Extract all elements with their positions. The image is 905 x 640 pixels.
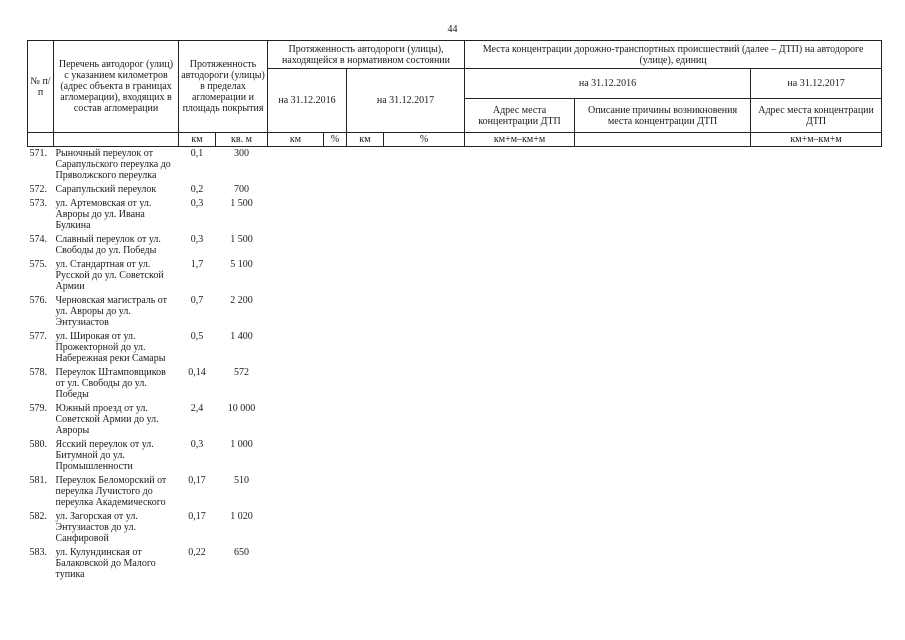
empty-cell xyxy=(384,366,465,402)
header-num: № п/п xyxy=(28,41,54,133)
empty-cell xyxy=(465,233,575,258)
table-header xyxy=(28,41,882,147)
empty-cell xyxy=(347,366,384,402)
empty-cell xyxy=(465,510,575,546)
empty-cell xyxy=(268,330,324,366)
empty-cell xyxy=(347,330,384,366)
empty-cell xyxy=(347,147,384,184)
empty-cell xyxy=(751,258,882,294)
empty-cell xyxy=(347,233,384,258)
road-area-sqm: 300 xyxy=(234,148,249,159)
empty-cell xyxy=(751,402,882,438)
road-length-km: 0,5 xyxy=(190,331,204,342)
row-number: 579. xyxy=(29,403,47,414)
empty-cell xyxy=(324,474,347,510)
unit-kmm-2016: км+м–км+м xyxy=(465,133,575,147)
table-row xyxy=(28,510,882,546)
table-row xyxy=(28,147,882,184)
road-name: Черновская магистраль от ул. Авроры до ул. Энтузиастов xyxy=(55,295,168,328)
header-dtp-reason: Описание причины возникновения места концентрации ДТП xyxy=(575,99,751,133)
road-name: ул. Стандартная от ул. Русской до ул. Советской Армии xyxy=(55,259,164,292)
empty-cell xyxy=(575,147,751,184)
road-area-sqm: 1 500 xyxy=(230,198,253,209)
empty-cell xyxy=(575,197,751,233)
row-number: 575. xyxy=(29,259,47,270)
empty-cell xyxy=(268,546,324,582)
road-name: Славный переулок от ул. Свободы до ул. Победы xyxy=(55,234,161,256)
empty-cell xyxy=(384,147,465,184)
road-name: Рыночный переулок от Сарапульского переулка до Пряволжского переулка xyxy=(55,148,171,181)
row-number: 572. xyxy=(29,184,47,195)
empty-cell xyxy=(324,330,347,366)
empty-cell xyxy=(347,402,384,438)
empty-cell xyxy=(384,330,465,366)
empty-cell xyxy=(575,510,751,546)
empty-cell xyxy=(465,197,575,233)
empty-cell xyxy=(465,183,575,197)
header-normative-2017: на 31.12.2017 xyxy=(347,69,465,133)
empty-cell xyxy=(384,258,465,294)
empty-cell xyxy=(268,147,324,184)
roads-table xyxy=(27,40,882,582)
empty-cell xyxy=(465,402,575,438)
empty-cell xyxy=(465,474,575,510)
empty-cell xyxy=(575,233,751,258)
road-name: Сарапульский переулок xyxy=(55,184,157,195)
header-dtp: Места концентрации дорожно-транспортных происшествий (далее – ДТП) на автодороге (улице), единиц xyxy=(465,41,882,69)
empty-cell xyxy=(575,258,751,294)
road-name: ул. Широкая от ул. Прожекторной до ул. Набережная реки Самары xyxy=(55,331,166,364)
header-dtp-address-2017: Адрес места концентрации ДТП xyxy=(751,99,882,133)
unit-km-2017: км xyxy=(347,133,384,147)
road-name: ул. Кулундинская от Балаковской до Малого тупика xyxy=(55,547,156,580)
empty-cell xyxy=(384,510,465,546)
unit-pct-2017: % xyxy=(384,133,465,147)
header-normative: Протяженность автодороги (улицы), находящейся в нормативном состоянии xyxy=(268,41,465,69)
row-number: 574. xyxy=(29,234,47,245)
row-number: 578. xyxy=(29,367,47,378)
road-name: ул. Загорская от ул. Энтузиастов до ул. Санфировой xyxy=(55,511,138,544)
empty-cell xyxy=(268,183,324,197)
road-name: Переулок Беломорский от переулка Лучистого до переулка Академического xyxy=(55,475,167,508)
table-row xyxy=(28,258,882,294)
empty-cell xyxy=(575,438,751,474)
empty-cell xyxy=(324,438,347,474)
road-name: Южный проезд от ул. Советской Армии до ул. Авроры xyxy=(55,403,159,436)
road-length-km: 0,17 xyxy=(188,475,206,486)
road-length-km: 0,7 xyxy=(190,295,204,306)
empty-cell xyxy=(324,233,347,258)
row-number: 582. xyxy=(29,511,47,522)
table-row xyxy=(28,438,882,474)
empty-cell xyxy=(268,366,324,402)
table-row xyxy=(28,474,882,510)
road-length-km: 1,7 xyxy=(190,259,204,270)
empty-cell xyxy=(384,233,465,258)
empty-cell xyxy=(268,438,324,474)
road-length-km: 0,22 xyxy=(188,547,206,558)
header-dtp-2017: на 31.12.2017 xyxy=(751,69,882,99)
empty-cell xyxy=(575,183,751,197)
road-area-sqm: 1 020 xyxy=(230,511,253,522)
empty-cell xyxy=(347,197,384,233)
row-number: 580. xyxy=(29,439,47,450)
empty-cell xyxy=(324,510,347,546)
empty-cell xyxy=(347,258,384,294)
empty-cell xyxy=(751,330,882,366)
empty-cell xyxy=(751,147,882,184)
empty-cell xyxy=(465,294,575,330)
header-dtp-address-2016: Адрес места концентрации ДТП xyxy=(465,99,575,133)
empty-cell xyxy=(465,546,575,582)
empty-cell xyxy=(347,474,384,510)
road-area-sqm: 1 000 xyxy=(230,439,253,450)
empty-cell xyxy=(575,474,751,510)
empty-cell xyxy=(324,258,347,294)
header-road-list: Перечень автодорог (улиц) с указанием километров (адрес объекта в границах агломерации), входящих в состав агломерации xyxy=(54,41,179,133)
row-number: 576. xyxy=(29,295,47,306)
table-body xyxy=(28,147,882,583)
empty-cell xyxy=(324,147,347,184)
empty-cell xyxy=(575,294,751,330)
road-length-km: 0,2 xyxy=(190,184,204,195)
empty-cell xyxy=(751,510,882,546)
empty-cell xyxy=(268,258,324,294)
empty-cell xyxy=(268,474,324,510)
empty-cell xyxy=(751,183,882,197)
empty-cell xyxy=(347,510,384,546)
empty-cell xyxy=(384,197,465,233)
empty-cell xyxy=(268,233,324,258)
road-area-sqm: 1 500 xyxy=(230,234,253,245)
empty-cell xyxy=(324,294,347,330)
empty-cell xyxy=(751,474,882,510)
road-area-sqm: 5 100 xyxy=(230,259,253,270)
empty-cell xyxy=(268,402,324,438)
road-length-km: 0,1 xyxy=(190,148,204,159)
road-length-km: 0,17 xyxy=(188,511,206,522)
unit-pct-2016: % xyxy=(324,133,347,147)
unit-empty-name xyxy=(54,133,179,147)
empty-cell xyxy=(347,294,384,330)
empty-cell xyxy=(324,402,347,438)
empty-cell xyxy=(465,438,575,474)
empty-cell xyxy=(384,438,465,474)
empty-cell xyxy=(347,183,384,197)
empty-cell xyxy=(384,183,465,197)
table-row xyxy=(28,366,882,402)
empty-cell xyxy=(324,366,347,402)
road-area-sqm: 10 000 xyxy=(227,403,256,414)
road-length-km: 0,14 xyxy=(188,367,206,378)
road-area-sqm: 1 400 xyxy=(230,331,253,342)
empty-cell xyxy=(324,546,347,582)
table-row xyxy=(28,402,882,438)
empty-cell xyxy=(384,474,465,510)
header-dtp-2016: на 31.12.2016 xyxy=(465,69,751,99)
empty-cell xyxy=(575,330,751,366)
empty-cell xyxy=(268,197,324,233)
road-name: ул. Артемовская от ул. Авроры до ул. Ивана Булкина xyxy=(55,198,152,231)
unit-kmm-2017: км+м–км+м xyxy=(751,133,882,147)
empty-cell xyxy=(465,147,575,184)
unit-sqm: кв. м xyxy=(216,133,268,147)
empty-cell xyxy=(751,294,882,330)
table-row xyxy=(28,330,882,366)
row-number: 577. xyxy=(29,331,47,342)
road-name: Переулок Штамповщиков от ул. Свободы до ул. Победы xyxy=(55,367,166,400)
table-row xyxy=(28,233,882,258)
road-length-km: 0,3 xyxy=(190,198,204,209)
empty-cell xyxy=(347,438,384,474)
row-number: 581. xyxy=(29,475,47,486)
empty-cell xyxy=(751,233,882,258)
road-length-km: 2,4 xyxy=(190,403,204,414)
row-number: 573. xyxy=(29,198,47,209)
table-row xyxy=(28,183,882,197)
header-length: Протяженность автодороги (улицы) в пределах агломерации и площадь покрытия xyxy=(179,41,268,133)
row-number: 571. xyxy=(29,148,47,159)
empty-cell xyxy=(751,546,882,582)
table-row xyxy=(28,197,882,233)
empty-cell xyxy=(751,366,882,402)
empty-cell xyxy=(465,258,575,294)
unit-empty-reason xyxy=(575,133,751,147)
empty-cell xyxy=(465,330,575,366)
empty-cell xyxy=(324,183,347,197)
empty-cell xyxy=(575,402,751,438)
unit-km-2016: км xyxy=(268,133,324,147)
empty-cell xyxy=(268,294,324,330)
empty-cell xyxy=(384,294,465,330)
page-number: 44 xyxy=(447,24,458,35)
road-length-km: 0,3 xyxy=(190,439,204,450)
table-row xyxy=(28,546,882,582)
road-area-sqm: 700 xyxy=(234,184,249,195)
empty-cell xyxy=(384,546,465,582)
road-length-km: 0,3 xyxy=(190,234,204,245)
header-normative-2016: на 31.12.2016 xyxy=(268,69,347,133)
table-row xyxy=(28,294,882,330)
road-name: Ясский переулок от ул. Битумной до ул. Промышленности xyxy=(55,439,154,472)
empty-cell xyxy=(324,197,347,233)
road-area-sqm: 2 200 xyxy=(230,295,253,306)
row-number: 583. xyxy=(29,547,47,558)
unit-empty-num xyxy=(28,133,54,147)
empty-cell xyxy=(751,197,882,233)
empty-cell xyxy=(575,366,751,402)
empty-cell xyxy=(268,510,324,546)
unit-km: км xyxy=(179,133,216,147)
road-area-sqm: 650 xyxy=(234,547,249,558)
empty-cell xyxy=(465,366,575,402)
empty-cell xyxy=(751,438,882,474)
empty-cell xyxy=(384,402,465,438)
empty-cell xyxy=(575,546,751,582)
road-area-sqm: 510 xyxy=(234,475,249,486)
road-area-sqm: 572 xyxy=(234,367,249,378)
empty-cell xyxy=(347,546,384,582)
